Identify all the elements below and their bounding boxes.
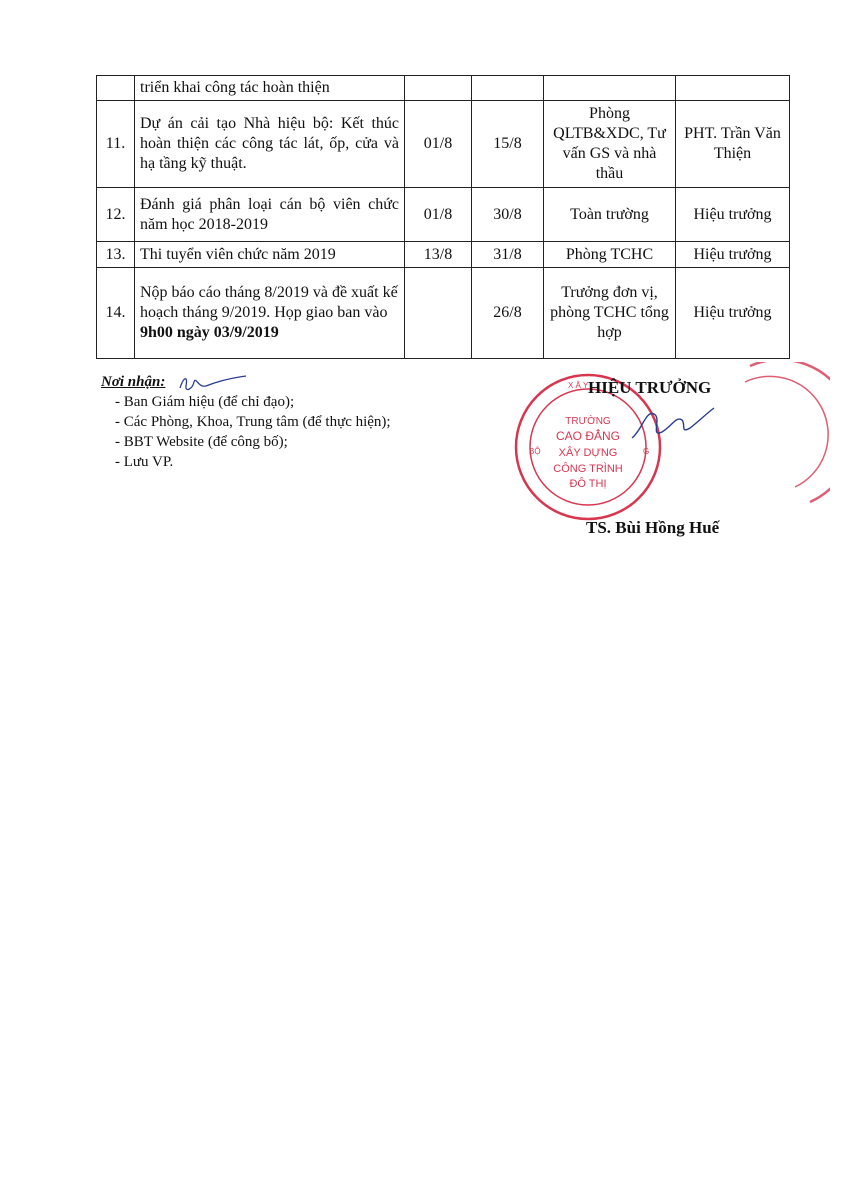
signature-title: HIỆU TRƯỞNG <box>588 378 712 397</box>
recipient-item: - Các Phòng, Khoa, Trung tâm (để thực hiện); <box>115 414 391 430</box>
recipient-item: - Lưu VP. <box>115 454 174 470</box>
row-number: 12. <box>97 188 135 242</box>
recipients-heading: Nơi nhận: <box>101 374 166 390</box>
person-cell: Hiệu trưởng <box>676 188 790 242</box>
signature-icon <box>628 400 718 450</box>
person-cell <box>676 76 790 101</box>
table-row <box>97 188 790 242</box>
start-date-cell: 13/8 <box>405 242 472 268</box>
task-text: Nộp báo cáo tháng 8/2019 và đề xuất kế hoạch tháng 9/2019. Họp giao ban vào <box>140 284 398 321</box>
task-cell: triển khai công tác hoàn thiện <box>135 76 405 101</box>
svg-text:ĐÔ THỊ: ĐÔ THỊ <box>569 478 607 490</box>
svg-text:XÂY DỰNG: XÂY DỰNG <box>558 447 618 459</box>
signer-name: TS. Bùi Hồng Huế <box>586 518 720 537</box>
task-cell: Dự án cải tạo Nhà hiệu bộ: Kết thúc hoàn thiện các công tác lát, ốp, cửa và hạ tầng kỹ thuật. <box>135 101 405 188</box>
svg-text:CAO ĐẲNG: CAO ĐẲNG <box>555 429 621 443</box>
person-cell: PHT. Trần Văn Thiện <box>676 101 790 188</box>
unit-cell: Phòng TCHC <box>544 242 676 268</box>
end-date-cell: 31/8 <box>472 242 544 268</box>
unit-cell: Toàn trường <box>544 188 676 242</box>
svg-text:X Â Y: X Â Y <box>568 381 589 390</box>
plan-table <box>96 75 790 359</box>
unit-cell: Trưởng đơn vị, phòng TCHC tổng hợp <box>544 268 676 359</box>
end-date-cell: 26/8 <box>472 268 544 359</box>
task-cell: Đánh giá phân loại cán bộ viên chức năm học 2018-2019 <box>135 188 405 242</box>
table-row <box>97 268 790 359</box>
person-cell: Hiệu trưởng <box>676 268 790 359</box>
start-date-cell <box>405 268 472 359</box>
table-row <box>97 76 790 101</box>
start-date-cell <box>405 76 472 101</box>
end-date-cell <box>472 76 544 101</box>
recipient-item: - Ban Giám hiệu (để chỉ đạo); <box>115 394 295 410</box>
row-number: 14. <box>97 268 135 359</box>
svg-text:BỘ: BỘ <box>529 447 541 456</box>
person-cell: Hiệu trưởng <box>676 242 790 268</box>
row-number: 13. <box>97 242 135 268</box>
recipient-item: - BBT Website (để công bố); <box>115 434 288 450</box>
table-row <box>97 242 790 268</box>
start-date-cell: 01/8 <box>405 101 472 188</box>
end-date-cell: 30/8 <box>472 188 544 242</box>
row-number: 11. <box>97 101 135 188</box>
end-date-cell: 15/8 <box>472 101 544 188</box>
svg-text:G: G <box>643 447 650 456</box>
row-number <box>97 76 135 101</box>
unit-cell <box>544 76 676 101</box>
unit-cell: Phòng QLTB&XDC, Tư vấn GS và nhà thầu <box>544 101 676 188</box>
meeting-time: 9h00 ngày 03/9/2019 <box>140 324 279 341</box>
seal-partial-icon <box>740 362 830 512</box>
task-cell <box>135 268 405 359</box>
task-cell: Thi tuyển viên chức năm 2019 <box>135 242 405 268</box>
start-date-cell: 01/8 <box>405 188 472 242</box>
initials-signature-icon <box>176 370 248 396</box>
svg-text:TRƯỜNG: TRƯỜNG <box>565 416 611 427</box>
table-row <box>97 101 790 188</box>
svg-text:CÔNG TRÌNH: CÔNG TRÌNH <box>553 463 623 475</box>
